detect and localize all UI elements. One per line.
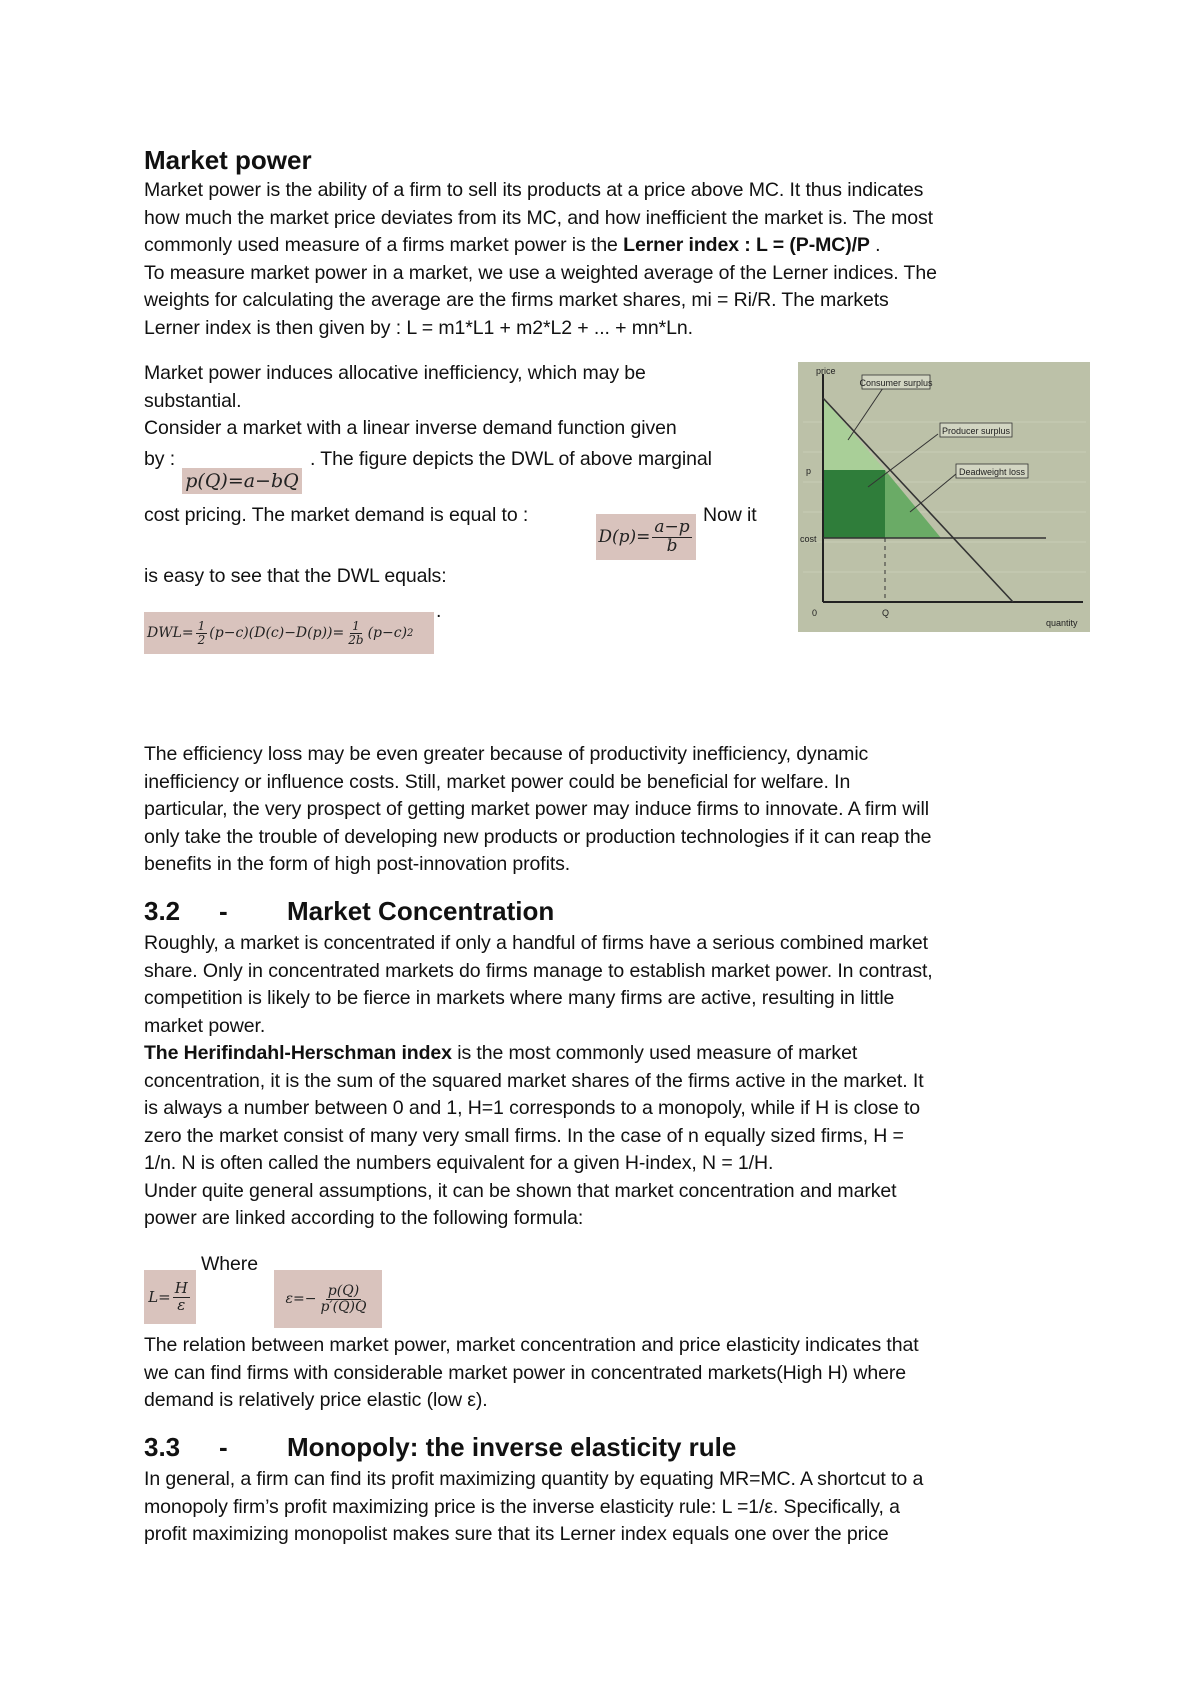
label-p: p [806, 466, 812, 476]
text-line: weights for calculating the average are the firms market shares, mi = Ri/R. The markets [144, 289, 889, 311]
formula-elasticity: ε=− $\frac{p(Q)}{p'(Q)Q}$ [274, 1270, 382, 1328]
text-line: competition is likely to be fierce in markets where many firms are active, resulting in little [144, 987, 895, 1009]
hhi-line: The Herifindahl-Herschman index is the most commonly used measure of market [144, 1042, 858, 1064]
efficiency-loss-paragraph [144, 741, 1084, 879]
text-line: how much the market price deviates from its MC, and how inefficient the market is. The most [144, 206, 933, 229]
text-line: Market power induces allocative inefficiency, which may be [144, 362, 646, 384]
text-line: Consider a market with a linear inverse demand function given [144, 417, 677, 439]
formula-market-demand: D(p)= $\frac{a-p}{b}$ [596, 514, 696, 560]
heading-monopoly: 3.3 - Monopoly: the inverse elasticity rule [144, 1432, 737, 1462]
fraction: $\frac{H}{\varepsilon}$ [174, 1278, 188, 1314]
formula-dwl: DWL= $\frac{1}{2}$ (p−c)(D(c)−D(p))= $\frac{1}{2b}$ (p−c) 2 [144, 612, 434, 654]
text-line: Lerner index is then given by : L = m1*L1 + m2*L2 + ... + mn*Ln. [144, 316, 693, 339]
fraction: $\frac{1}{2}$ [197, 618, 206, 647]
label-producer-surplus: Producer surplus [941, 426, 1011, 436]
dwl-easy: is easy to see that the DWL equals: [144, 565, 447, 587]
concentration-paragraph [144, 930, 1084, 1233]
dwl-paragraph [144, 360, 784, 443]
text-line: To measure market power in a market, we use a weighted average of the Lerner indices. The [144, 261, 937, 284]
dwl-by-pre: by : [144, 448, 176, 470]
dwl-dot: . [436, 600, 442, 622]
text-line: is always a number between 0 and 1, H=1 corresponds to a monopoly, while if H is close to [144, 1097, 921, 1119]
monopoly-paragraph [144, 1466, 1084, 1549]
text-line: concentration, it is the sum of the squared market shares of the firms active in the market. It [144, 1069, 924, 1092]
label-quantity: quantity [1046, 618, 1078, 628]
heading-market-power: Market power [144, 145, 312, 175]
text-line: Market power is the ability of a firm to sell its products at a price above MC. It thus indicates [144, 179, 924, 201]
text-line: we can find firms with considerable market power in concentrated markets(High H) where [144, 1361, 906, 1384]
fraction: $\frac{1}{2b}$ [348, 618, 364, 647]
label-price: price [816, 366, 836, 376]
label-cost: cost [800, 534, 817, 544]
text-line: share. Only in concentrated markets do firms manage to establish market power. In contrast, [144, 959, 933, 982]
dwl-by-post: . The figure depicts the DWL of above marginal [310, 448, 712, 470]
lerner-index-formula: Lerner index : L = (P-MC)/P [623, 234, 870, 256]
text-line: 1/n. N is often called the numbers equivalent for a given H-index, N = 1/H. [144, 1152, 774, 1174]
text-line: particular, the very prospect of getting market power may induce firms to innovate. A firm will [144, 798, 929, 820]
text-line: zero the market consist of many very small firms. In the case of n equally sized firms, H = [144, 1124, 904, 1147]
text-line: In general, a firm can find its profit maximizing quantity by equating MR=MC. A shortcut to a [144, 1468, 924, 1490]
formula-lerner-concentration: L= $\frac{H}{\varepsilon}$ [144, 1270, 196, 1324]
text-line: The relation between market power, market concentration and price elasticity indicates that [144, 1334, 919, 1356]
market-power-intro [144, 177, 1084, 342]
lerner-index-line: commonly used measure of a firms market power is the Lerner index : L = (P-MC)/P . [144, 234, 881, 256]
relation-paragraph [144, 1332, 1084, 1415]
dwl-figure-svg [798, 362, 1090, 632]
text-line: profit maximizing monopolist makes sure that its Lerner index equals one over the price [144, 1523, 889, 1545]
text-line: monopoly firm’s profit maximizing price is the inverse elasticity rule: L =1/ε. Specifically, a [144, 1495, 900, 1518]
label-q: Q [882, 608, 890, 618]
text-line: only take the trouble of developing new products or production technologies if it can reap the [144, 825, 932, 848]
text-line: power are linked according to the following formula: [144, 1207, 584, 1229]
fraction: $\frac{a-p}{b}$ [654, 516, 690, 556]
hhi-term: The Herifindahl-Herschman index [144, 1042, 452, 1064]
text-line: Under quite general assumptions, it can be shown that market concentration and market [144, 1179, 897, 1202]
dwl-cost-post: Now it [703, 504, 757, 526]
text-line: The efficiency loss may be even greater because of productivity inefficiency, dynamic [144, 743, 869, 765]
label-consumer-surplus: Consumer surplus [859, 378, 933, 388]
dwl-cost-pre: cost pricing. The market demand is equal to : [144, 504, 529, 526]
label-deadweight-loss: Deadweight loss [958, 467, 1026, 477]
heading-market-concentration: 3.2 - Market Concentration [144, 896, 555, 926]
where-label: Where [201, 1253, 258, 1275]
text-line: demand is relatively price elastic (low ε). [144, 1389, 488, 1411]
producer-surplus-area [823, 470, 885, 538]
text-line: benefits in the form of high post-innovation profits. [144, 853, 571, 875]
formula-inverse-demand: p(Q)=a−bQ [182, 468, 302, 494]
text-line: Roughly, a market is concentrated if only a handful of firms have a serious combined market [144, 932, 928, 954]
fraction: $\frac{p(Q)}{p'(Q)Q}$ [320, 1282, 367, 1315]
label-origin: 0 [812, 608, 818, 618]
dwl-figure [798, 362, 1090, 632]
text-line: substantial. [144, 389, 242, 412]
text-line: inefficiency or influence costs. Still, market power could be beneficial for welfare. In [144, 770, 851, 793]
text-line: market power. [144, 1014, 266, 1037]
